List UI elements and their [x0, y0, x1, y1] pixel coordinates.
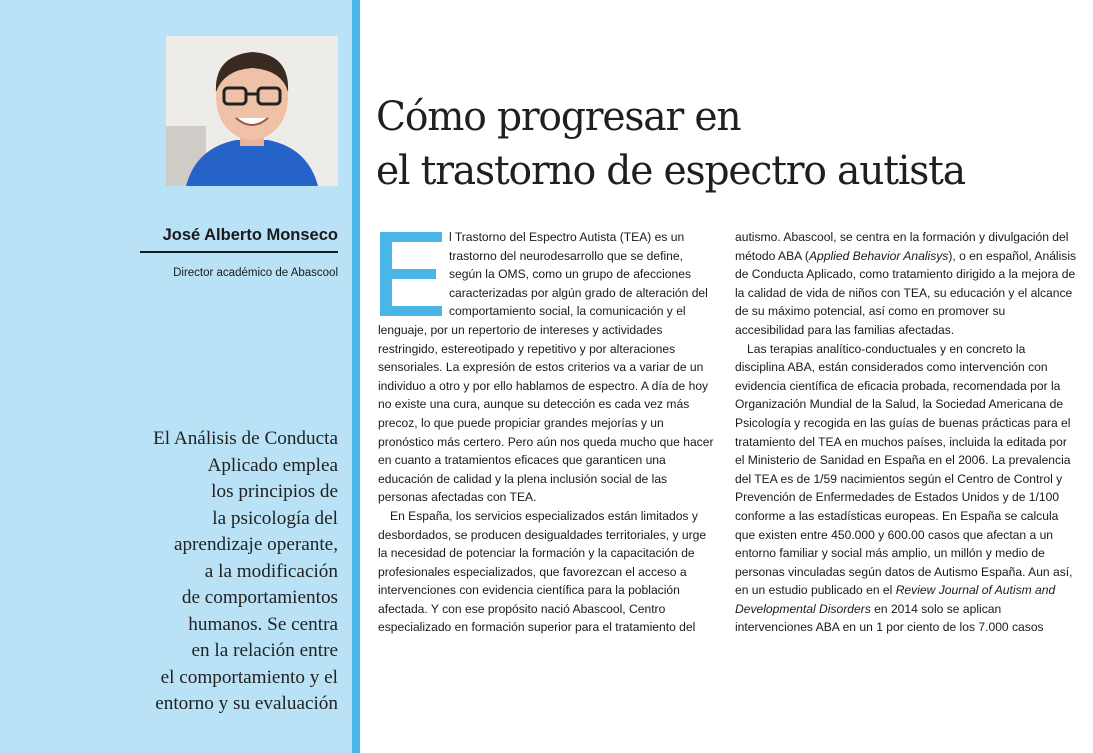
body-line: personas afectadas con TEA.: [378, 490, 537, 505]
pull-quote-line: humanos. Se centra: [188, 613, 338, 635]
body-line: entorno familiar y social más amplio, un millón y medio de: [735, 546, 1045, 561]
body-text: en 2014 solo se aplican: [870, 601, 1002, 616]
author-portrait-image: [166, 36, 338, 186]
body-line: [735, 581, 1073, 600]
body-line: accesibilidad para las familias afectadas.: [735, 322, 955, 337]
body-line: disciplina ABA, están considerados como intervención con: [735, 360, 1048, 375]
body-line: el Ministerio de Sanidad en España en el 2006. La prevalencia: [735, 453, 1071, 468]
body-line: En España, los servicios especializados están limitados y: [390, 508, 698, 523]
body-line: conforme a las estadísticas europeas. En España se calcula: [735, 508, 1059, 523]
body-line: precoz, lo que puede propiciar grandes mejorías y un: [378, 415, 664, 430]
body-line: [735, 247, 1077, 266]
body-line: caracterizadas por algún grado de alteración del: [449, 285, 708, 300]
body-line: autismo. Abascool, se centra en la formación y divulgación del: [735, 230, 1069, 244]
body-line: personas vinculadas según datos de Autismo España. Aun así,: [735, 564, 1073, 579]
body-line: Psicología y recogida en las guías de buenas prácticas para el: [735, 415, 1071, 430]
body-line: la calidad de vida de niños con TEA, su educación y el alcance: [735, 285, 1073, 300]
headline-line-1: Cómo progresar en: [376, 94, 741, 140]
italic-title: Developmental Disorders: [735, 601, 871, 616]
pull-quote-line: los principios de: [211, 481, 338, 502]
body-line: Las terapias analítico-conductuales y en concreto la: [747, 341, 1026, 356]
pull-quote: [100, 426, 338, 718]
body-line: Prevención de Enfermedades de Estados Unidos y de 1/100: [735, 490, 1060, 505]
pull-quote-line: El Análisis de Conducta: [153, 428, 338, 449]
article-column-2: [735, 228, 1077, 637]
pull-quote-line: la psicología del: [212, 507, 338, 529]
pull-quote-line: el comportamiento y el: [160, 666, 338, 688]
body-line: de su máximo potencial, así como en promover su: [735, 304, 1006, 319]
body-line: afectada. Y con ese propósito nació Abascool, Centro: [378, 601, 666, 616]
body-line: de Conducta Aplicado, como tratamiento dirigido a la mejora de: [735, 267, 1076, 282]
author-role: Director académico de Abascool: [173, 267, 338, 279]
author-name: José Alberto Monseco: [162, 226, 338, 244]
body-line: en cuanto a tratamientos eficaces que garanticen una: [378, 453, 666, 468]
body-line: desbordados, se producen desigualdades territoriales, y urge: [378, 527, 707, 542]
pull-quote-line: a la modificación: [204, 560, 338, 582]
body-text: método ABA (: [735, 248, 809, 263]
pull-quote-line: en la relación entre: [191, 640, 338, 661]
pull-quote-line: Aplicado emplea: [207, 454, 338, 476]
author-divider: [140, 251, 338, 253]
body-line: comportamiento social, la comunicación y el: [449, 304, 686, 319]
accent-divider-bar: [352, 0, 360, 753]
italic-title: Applied Behavior Analisys: [808, 248, 949, 263]
pull-quote-line: aprendizaje operante,: [173, 534, 338, 555]
body-line: restringido, estereotipado y repetitivo y por alteraciones: [378, 341, 676, 356]
body-line: no existe una cura, aunque su detección es cada vez más: [378, 397, 690, 412]
body-line: Organización Mundial de la Salud, la Sociedad Americana de: [735, 397, 1064, 412]
pull-quote-line: de comportamientos: [181, 587, 338, 608]
body-text: en un estudio publicado en el: [735, 583, 896, 598]
body-line: l Trastorno del Espectro Autista (TEA) es un: [449, 230, 685, 244]
body-line: la necesidad de potenciar la formación y la capacitación de: [378, 546, 695, 561]
body-line: profesionales especializados, que favorezcan el acceso a: [378, 564, 687, 579]
body-line: trastorno del neurodesarrollo que se define,: [449, 248, 683, 263]
author-photo: [166, 36, 338, 186]
body-line: pronóstico más certero. Pero aún nos queda mucho que hacer: [378, 434, 714, 449]
body-line: intervenciones con evidencia científica para la población: [378, 583, 680, 598]
italic-title: Review Journal of Autism and: [895, 583, 1056, 598]
body-line: tratamiento del TEA en muchos países, incluida la editada por: [735, 434, 1067, 449]
headline-line-2: el trastorno de espectro autista: [376, 148, 965, 194]
body-text: ), o en español, Análisis: [948, 248, 1077, 263]
body-line: [735, 600, 1073, 619]
body-line: educación de calidad y la plena inclusión social de las: [378, 471, 668, 486]
body-line: individuo a otro y por ello hablamos de espectro. A día de hoy: [378, 378, 709, 393]
article-column-1: [378, 228, 714, 637]
body-line: intervenciones ABA en un 1 por ciento de los 7.000 casos: [735, 620, 1044, 635]
body-line: lenguaje, por un repertorio de intereses y actividades: [378, 322, 663, 337]
body-line: sensoriales. La expresión de estos criterios va a variar de un: [378, 360, 704, 375]
article-headline: [376, 90, 1062, 198]
body-line: según la OMS, como un grupo de afecciones: [449, 267, 692, 282]
pull-quote-line: entorno y su evaluación: [155, 693, 338, 714]
body-line: que existen entre 450.000 y 600.00 casos que afectan a un: [735, 527, 1054, 542]
body-line: evidencia científica de eficacia probada, recomendada por la: [735, 378, 1061, 393]
body-line: del TEA es de 1/59 nacimientos según el Centro de Control y: [735, 471, 1063, 486]
body-line: especializado en formación superior para el tratamiento del: [378, 620, 696, 635]
